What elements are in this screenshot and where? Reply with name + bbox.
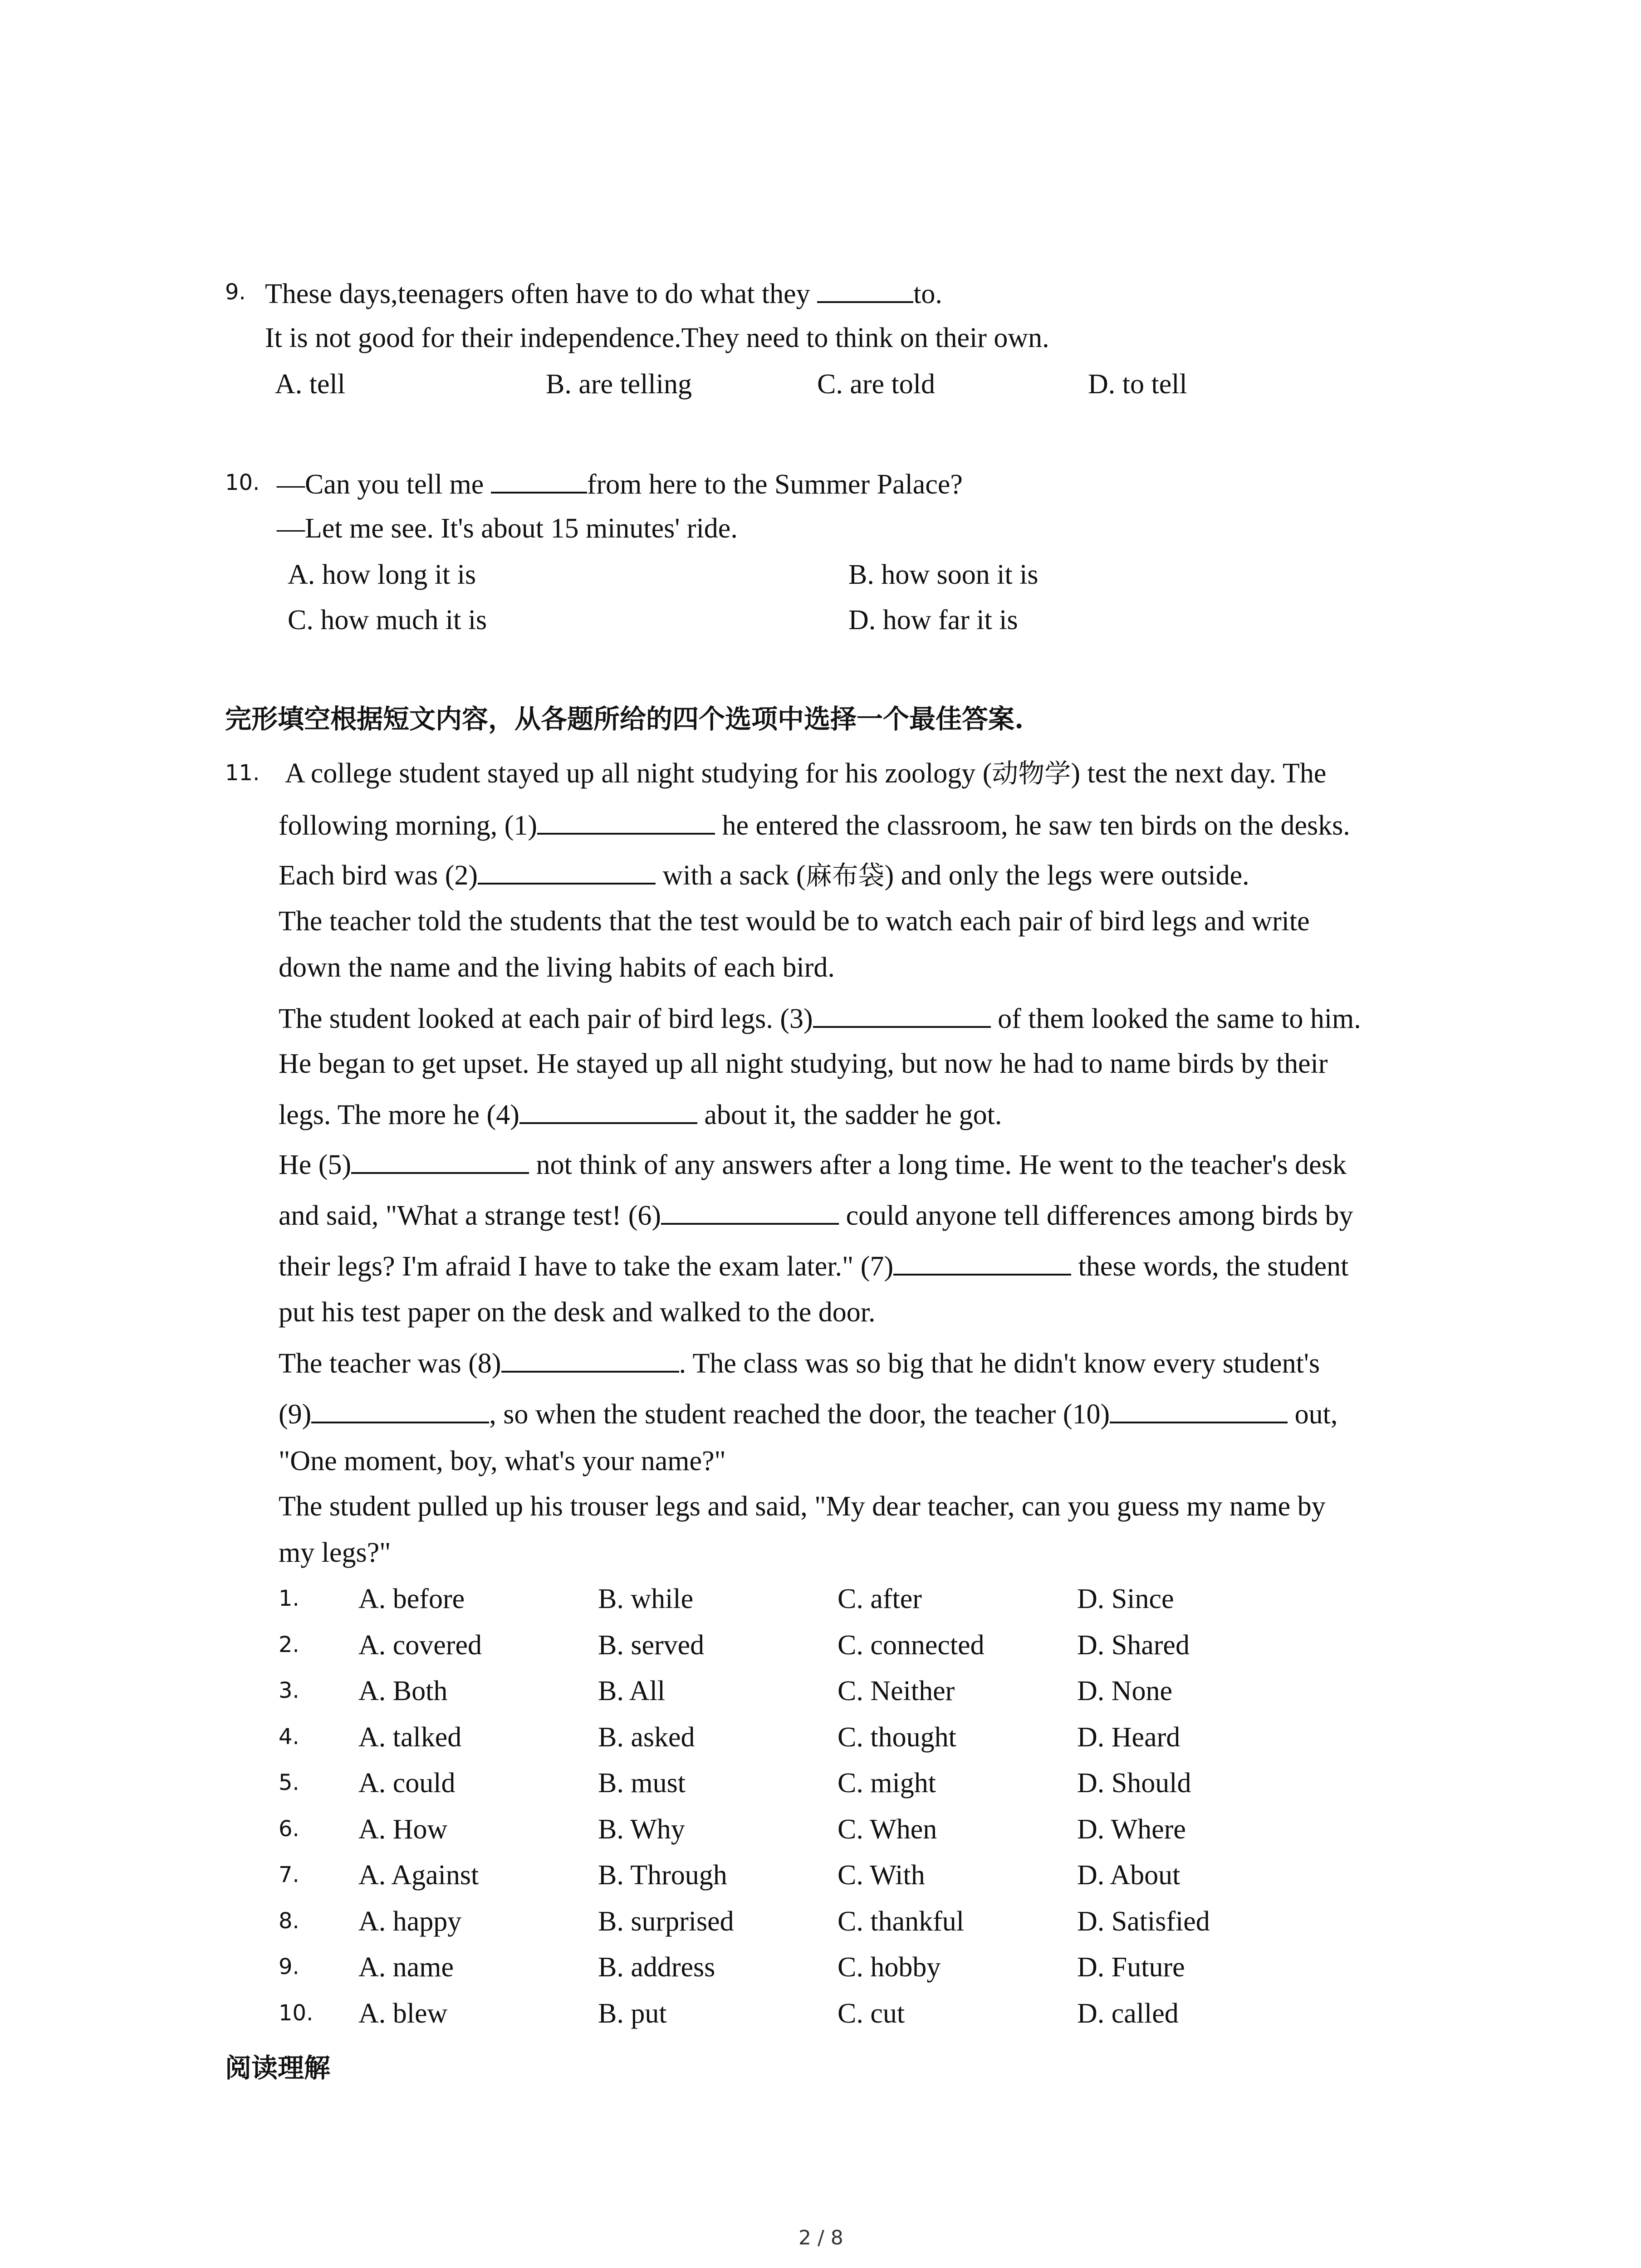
choice-option-a: A. blew [358,1998,448,2029]
answer-blank-8 [501,1348,679,1373]
answer-blank-4 [519,1100,697,1124]
q10-option-b: B. how soon it is [848,559,1038,590]
passage-line: He began to get upset. He stayed up all night studying, but now he had to name birds by their [279,1048,1328,1079]
choice-option-a: A. happy [358,1906,462,1937]
passage-line [279,1399,1337,1428]
page-number: 2 / 8 [798,2226,843,2249]
choice-option-b: B. must [598,1768,686,1799]
choice-option-c: C. thought [838,1722,956,1753]
passage-text: and said, "What a strange test! (6) [279,1200,661,1231]
choice-row-number: 10. [279,2000,314,2026]
passage-line [279,810,1350,840]
passage-text: Each bird was (2) [279,860,478,891]
choice-option-a: A. Against [358,1860,479,1891]
passage-line [279,1251,1348,1281]
passage-line [279,1100,1002,1129]
choice-option-a: A. could [358,1768,456,1799]
choice-row-number: 2. [279,1632,299,1657]
answer-blank-7 [893,1251,1071,1276]
choice-option-c: C. Neither [838,1676,955,1706]
passage-text: The teacher was (8) [279,1348,501,1379]
choice-option-c: C. might [838,1768,936,1799]
choice-option-b: B. All [598,1676,666,1706]
answer-blank-2 [478,860,656,885]
choice-option-c: C. cut [838,1998,905,2029]
q10-stem-text-a: —Can you tell me [277,469,491,500]
q9-number: 9. [225,279,246,305]
choice-option-d: D. Satisfied [1077,1906,1210,1937]
passage-text: he entered the classroom, he saw ten birds on the desks. [715,810,1350,841]
answer-blank-6 [661,1200,839,1225]
passage-line: The student pulled up his trouser legs and said, "My dear teacher, can you guess my name by [279,1491,1326,1522]
choice-option-b: B. served [598,1630,705,1661]
choice-option-d: D. Heard [1077,1722,1181,1753]
passage-line: put his test paper on the desk and walked to the door. [279,1297,876,1328]
choice-option-d: D. None [1077,1676,1173,1706]
choice-option-a: A. covered [358,1630,482,1661]
passage-text: The student looked at each pair of bird legs. (3) [279,1003,813,1034]
passage-line [279,1149,1347,1179]
passage-text: with a sack ( [656,860,806,891]
choice-option-a: A. talked [358,1722,462,1753]
passage-text: their legs? I'm afraid I have to take the exam later." (7) [279,1251,894,1282]
passage-text: of them looked the same to him. [990,1003,1361,1034]
answer-blank-10 [1110,1399,1288,1423]
choice-row-number: 7. [279,1862,299,1887]
choice-option-c: C. after [838,1584,922,1614]
passage-line [279,860,1249,890]
passage-text: He (5) [279,1149,352,1180]
choice-option-b: B. surprised [598,1906,734,1937]
choice-option-a: A. How [358,1814,448,1845]
choice-option-d: D. Future [1077,1952,1185,1983]
answer-blank-5 [351,1149,529,1174]
choice-option-a: A. Both [358,1676,448,1706]
q9-option-d: D. to tell [1088,369,1187,400]
passage-line: The teacher told the students that the test would be to watch each pair of bird legs and write [279,906,1310,937]
q10-stem [277,469,963,499]
choice-option-b: B. while [598,1584,694,1614]
choice-row-number: 1. [279,1586,299,1611]
passage-text: legs. The more he (4) [279,1100,519,1130]
q9-option-a: A. tell [275,369,345,400]
choice-row-number: 8. [279,1908,299,1934]
choice-row-number: 6. [279,1816,299,1842]
q10-line2: —Let me see. It's about 15 minutes' ride. [277,513,738,544]
passage-text: could anyone tell differences among birds by [839,1200,1353,1231]
passage-line [279,1348,1320,1378]
q9-stem-text-b: to. [913,279,942,309]
choice-option-d: D. Where [1077,1814,1186,1845]
choice-option-d: D. Shared [1077,1630,1190,1661]
q9-stem [265,279,942,308]
choice-option-d: D. called [1077,1998,1179,2029]
choice-option-b: B. asked [598,1722,695,1753]
q11-number: 11. [225,760,260,786]
choice-option-b: B. address [598,1952,715,1983]
choice-row-number: 5. [279,1770,299,1795]
choice-option-a: A. name [358,1952,454,1983]
chinese-gloss: 麻布袋 [805,860,885,891]
passage-line [285,759,1326,787]
q10-option-c: C. how much it is [288,605,487,635]
section-heading-cloze: 完形填空根据短文内容，从各题所给的四个选项中选择一个最佳答案. [225,704,1024,734]
choice-option-d: D. Should [1077,1768,1191,1799]
answer-blank [491,469,587,494]
passage-line: my legs?" [279,1537,391,1568]
passage-text: (9) [279,1399,312,1430]
choice-row-number: 4. [279,1724,299,1750]
passage-line [279,1200,1353,1230]
choice-option-c: C. With [838,1860,925,1891]
choice-option-b: B. Why [598,1814,685,1845]
passage-line: "One moment, boy, what's your name?" [279,1446,726,1476]
section-heading-reading: 阅读理解 [225,2053,331,2083]
passage-text: not think of any answers after a long time. He went to the teacher's desk [529,1149,1347,1180]
choice-option-c: C. thankful [838,1906,964,1937]
q9-option-c: C. are told [817,369,935,400]
chinese-gloss: 动物学 [992,758,1071,789]
q9-stem-text-a: These days,teenagers often have to do what they [265,279,818,309]
passage-text: following morning, (1) [279,810,537,841]
passage-text: about it, the sadder he got. [697,1100,1002,1130]
choice-option-b: B. Through [598,1860,727,1891]
answer-blank-3 [813,1003,991,1028]
q10-option-a: A. how long it is [288,559,476,590]
choice-row-number: 9. [279,1954,299,1980]
answer-blank-1 [537,810,715,835]
passage-text: out, [1288,1399,1338,1430]
choice-option-c: C. connected [838,1630,985,1661]
q9-option-b: B. are telling [546,369,692,400]
passage-text: . The class was so big that he didn't know every student's [679,1348,1320,1379]
passage-text: these words, the student [1071,1251,1349,1282]
choice-option-c: C. When [838,1814,937,1845]
q10-stem-text-b: from here to the Summer Palace? [587,469,963,500]
q10-option-d: D. how far it is [848,605,1018,635]
choice-option-b: B. put [598,1998,667,2029]
answer-blank-9 [311,1399,489,1423]
answer-blank [817,279,913,303]
passage-text: A college student stayed up all night studying for his zoology ( [285,758,992,789]
choice-option-c: C. hobby [838,1952,941,1983]
passage-text: , so when the student reached the door, the teacher (10) [489,1399,1110,1430]
choice-option-d: D. Since [1077,1584,1174,1614]
passage-text: ) test the next day. The [1071,758,1327,789]
choice-option-a: A. before [358,1584,465,1614]
choice-row-number: 3. [279,1678,299,1703]
q10-number: 10. [225,470,260,495]
passage-line [279,1003,1361,1033]
q9-line2: It is not good for their independence.They need to think on their own. [265,323,1049,353]
passage-text: ) and only the legs were outside. [884,860,1249,891]
passage-line: down the name and the living habits of each bird. [279,952,835,983]
choice-option-d: D. About [1077,1860,1181,1891]
